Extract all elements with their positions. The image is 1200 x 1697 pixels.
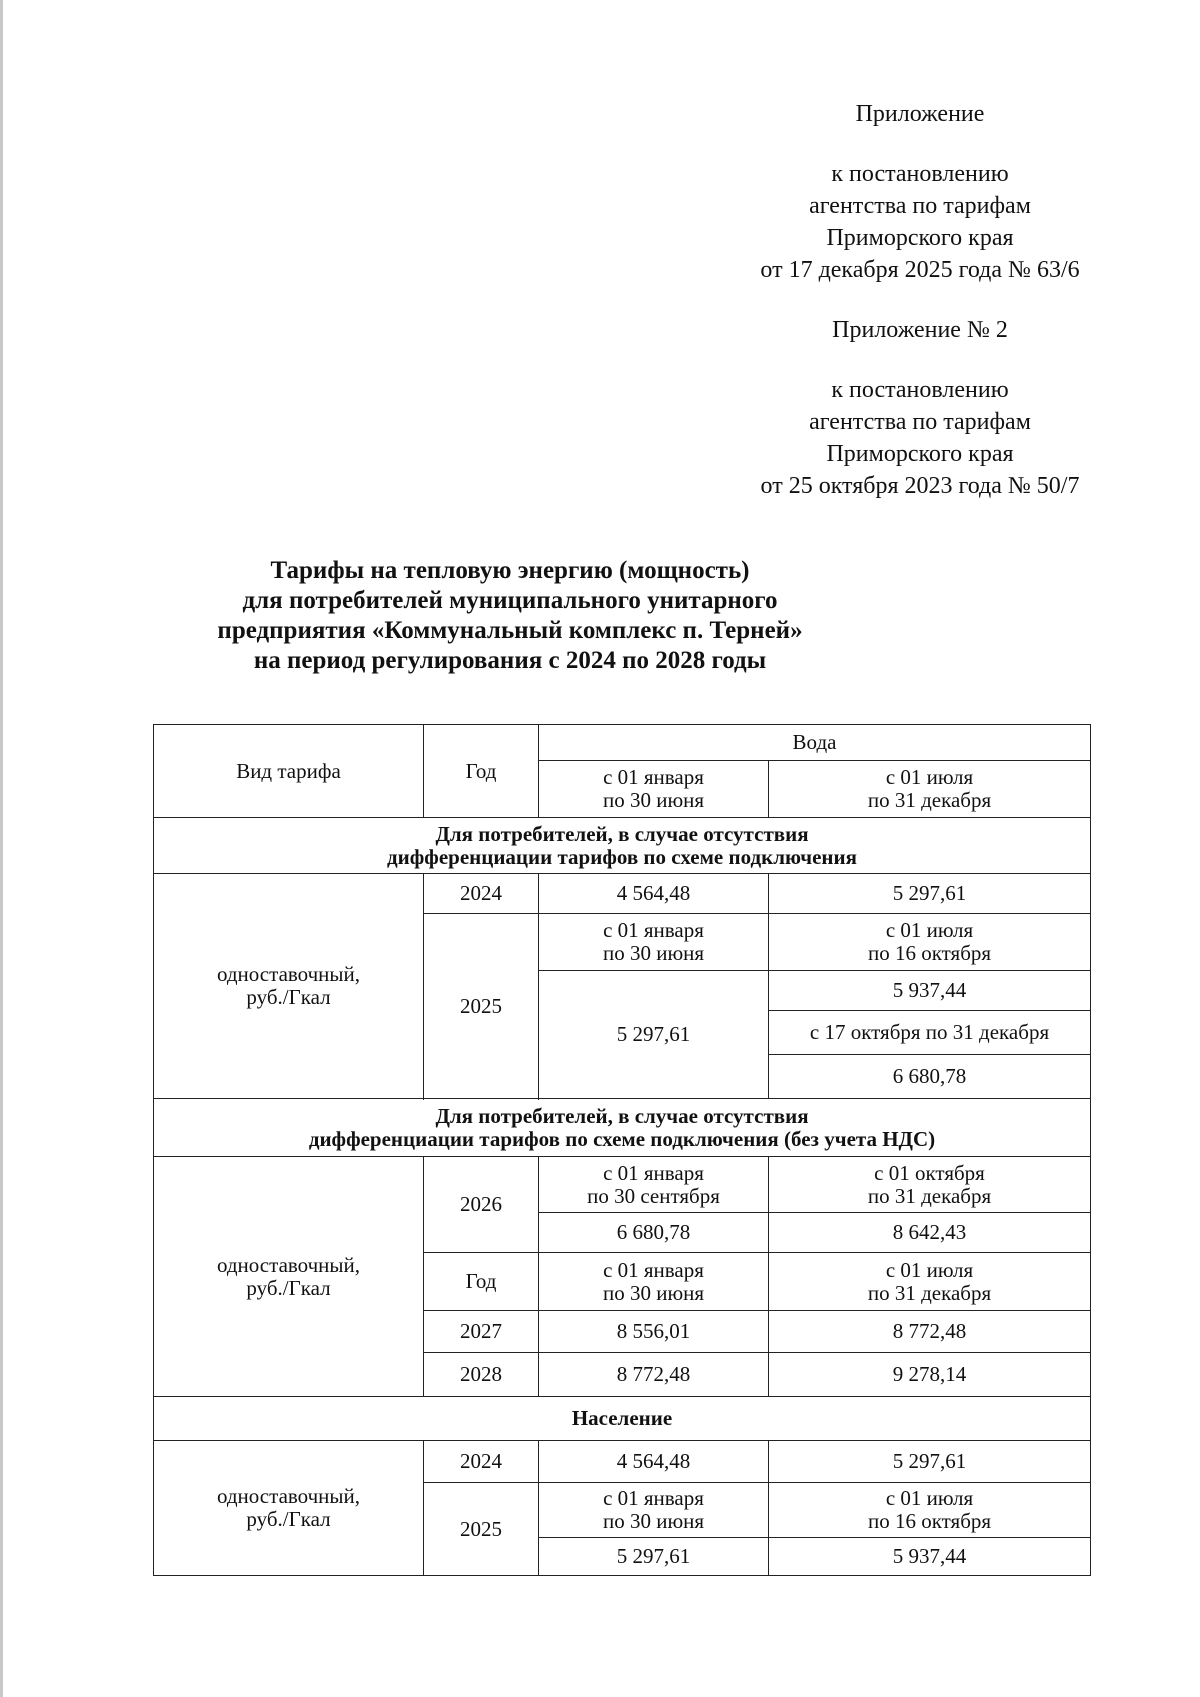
year-cell: 2025 bbox=[424, 1483, 539, 1576]
value-cell: 5 297,61 bbox=[769, 1441, 1091, 1483]
period-cell: с 01 июля по 16 октября bbox=[769, 914, 1091, 971]
year-cell: 2028 bbox=[424, 1353, 539, 1397]
page-edge-shadow bbox=[0, 0, 3, 1697]
document-title: Тарифы на тепловую энергию (мощность) для потребителей муниципального унитарного предприятия «Коммунальный комплекс п. Терней» на период регулирования с 2024 по 2028 годы bbox=[217, 557, 803, 674]
decree-line: к постановлению bbox=[831, 161, 1009, 187]
col-header-water: Вода bbox=[539, 725, 1091, 761]
table-row bbox=[154, 874, 1091, 914]
value-cell: 4 564,48 bbox=[539, 874, 769, 914]
decree-line: Приморского края bbox=[826, 225, 1014, 251]
period-cell: с 17 октября по 31 декабря bbox=[769, 1011, 1091, 1055]
decree-date-line: от 25 октября 2023 года № 50/7 bbox=[760, 473, 1080, 499]
table-header-row bbox=[154, 725, 1091, 761]
period-cell: с 01 октября по 31 декабря bbox=[769, 1157, 1091, 1213]
table-row bbox=[154, 1441, 1091, 1483]
value-cell: 4 564,48 bbox=[539, 1441, 769, 1483]
value-cell: 5 297,61 bbox=[539, 1538, 769, 1576]
year-cell: 2024 bbox=[424, 874, 539, 914]
value-cell: 8 772,48 bbox=[539, 1353, 769, 1397]
tariff-type-cell: одноставочный, руб./Гкал bbox=[154, 1441, 424, 1576]
value-cell: 9 278,14 bbox=[769, 1353, 1091, 1397]
value-cell: 8 642,43 bbox=[769, 1213, 1091, 1253]
year-cell: 2025 bbox=[424, 914, 539, 1099]
decree-line: агентства по тарифам bbox=[809, 193, 1031, 219]
period-cell: с 01 июля по 16 октября bbox=[769, 1483, 1091, 1538]
section-row bbox=[154, 818, 1091, 874]
table-row bbox=[154, 1157, 1091, 1213]
value-cell: 5 297,61 bbox=[539, 971, 769, 1099]
section-row bbox=[154, 1397, 1091, 1441]
period-cell: с 01 января по 30 июня bbox=[539, 1253, 769, 1311]
year-cell: 2024 bbox=[424, 1441, 539, 1483]
col-header-tariff-type: Вид тарифа bbox=[154, 725, 424, 818]
section-title-1: Для потребителей, в случае отсутствия дифференциации тарифов по схеме подключения bbox=[154, 818, 1091, 874]
period-cell: с 01 января по 30 июня bbox=[539, 1483, 769, 1538]
period-cell: с 01 июля по 31 декабря bbox=[769, 1253, 1091, 1311]
value-cell: 5 937,44 bbox=[769, 1538, 1091, 1576]
value-cell: 8 772,48 bbox=[769, 1311, 1091, 1353]
appendix2-label: Приложение № 2 bbox=[832, 317, 1008, 343]
tariff-type-cell: одноставочный, руб./Гкал bbox=[154, 1157, 424, 1397]
section-title-2: Для потребителей, в случае отсутствия дифференциации тарифов по схеме подключения (без учета НДС) bbox=[154, 1099, 1091, 1157]
value-cell: 8 556,01 bbox=[539, 1311, 769, 1353]
period-cell: с 01 января по 30 сентября bbox=[539, 1157, 769, 1213]
year-cell: 2027 bbox=[424, 1311, 539, 1353]
section-row bbox=[154, 1099, 1091, 1157]
value-cell: 6 680,78 bbox=[769, 1055, 1091, 1099]
tariffs-table bbox=[153, 724, 1091, 1576]
tariff-type-cell: одноставочный, руб./Гкал bbox=[154, 874, 424, 1099]
decree-line: к постановлению bbox=[831, 377, 1009, 403]
header-appendix-block bbox=[690, 98, 1150, 502]
value-cell: 5 937,44 bbox=[769, 971, 1091, 1011]
period-cell: с 01 января по 30 июня bbox=[539, 914, 769, 971]
year-label-cell: Год bbox=[424, 1253, 539, 1311]
decree-line: Приморского края bbox=[826, 441, 1014, 467]
col-header-period-1: с 01 января по 30 июня bbox=[539, 761, 769, 818]
value-cell: 5 297,61 bbox=[769, 874, 1091, 914]
col-header-period-2: с 01 июля по 31 декабря bbox=[769, 761, 1091, 818]
appendix-label: Приложение bbox=[855, 101, 985, 127]
col-header-year: Год bbox=[424, 725, 539, 818]
section-title-3: Население bbox=[154, 1397, 1091, 1441]
year-cell: 2026 bbox=[424, 1157, 539, 1253]
value-cell: 6 680,78 bbox=[539, 1213, 769, 1253]
decree-line: агентства по тарифам bbox=[809, 409, 1031, 435]
decree-date-line: от 17 декабря 2025 года № 63/6 bbox=[760, 257, 1080, 283]
